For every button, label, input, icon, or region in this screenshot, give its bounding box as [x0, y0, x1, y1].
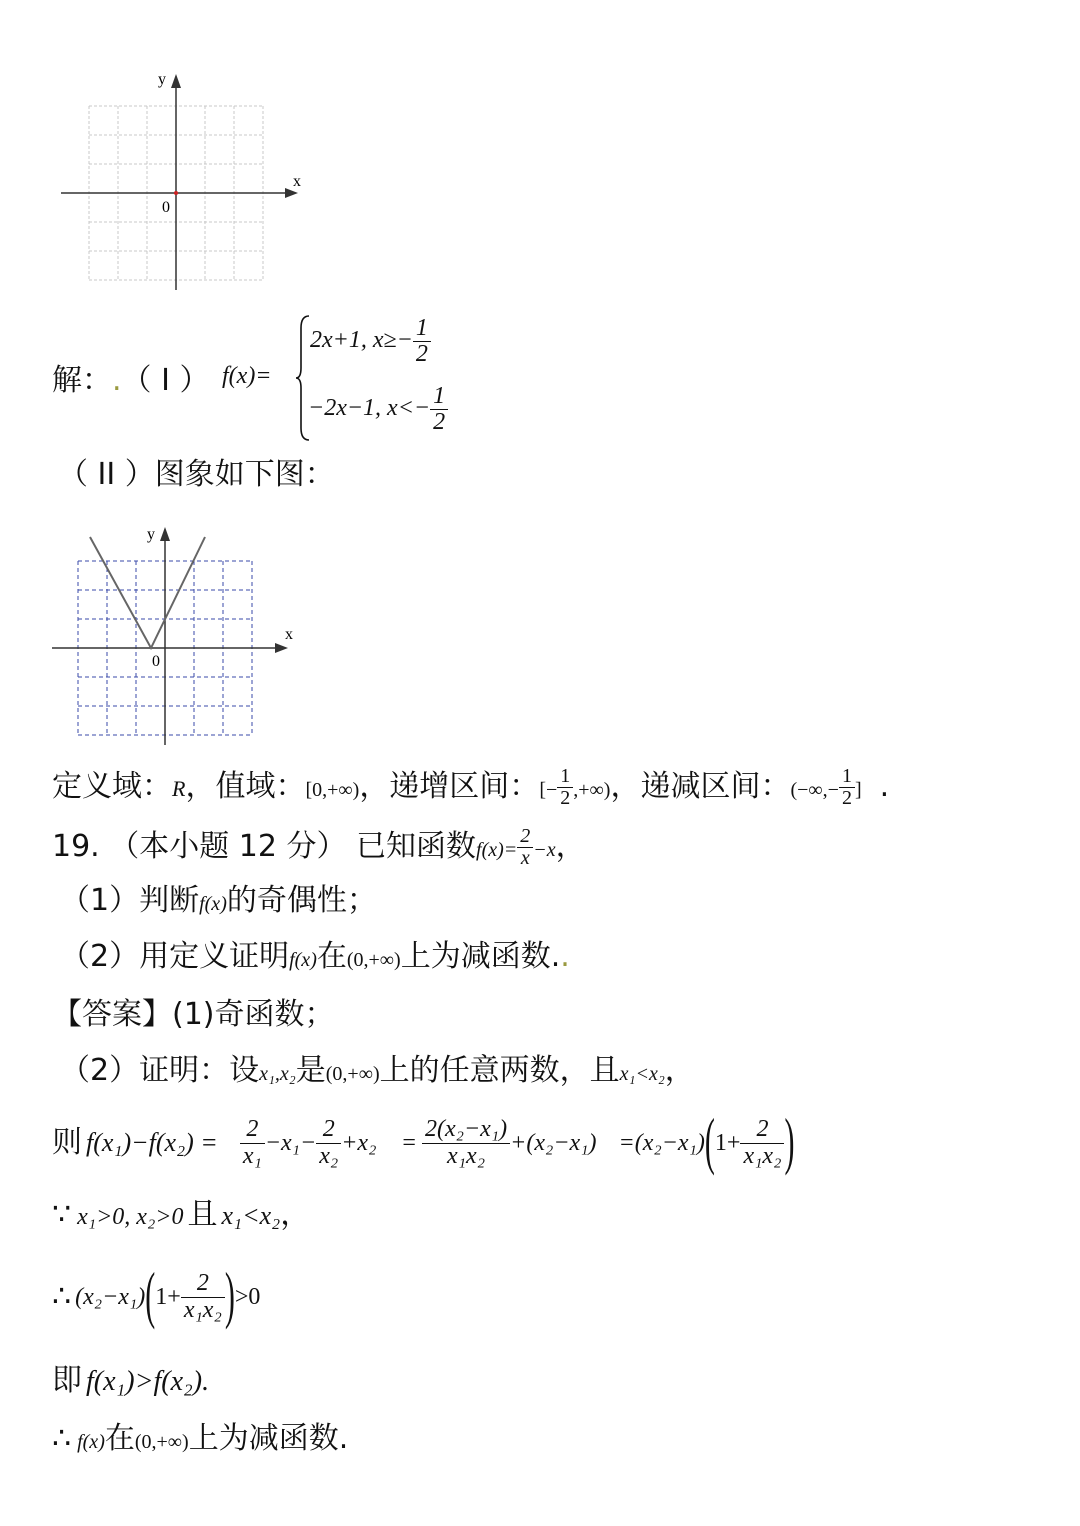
y-axis-label: y	[158, 71, 166, 88]
question-19-part-1: （1）判断f(x)的奇偶性；	[60, 883, 377, 918]
x-axis-label: x	[285, 626, 293, 643]
question-19-header: 19. （本小题 12 分） 已知函数f(x)= $\frac{2}{x}$ −x，	[52, 825, 586, 869]
piecewise-case-1: 2x+1, x≥− $\frac{1}{2}$	[310, 316, 431, 367]
domain-range-line: 定义域：R，值域：[0,+∞)，递增区间：[− $\frac{1}{2}$ ,+∞)，递减区间：(−∞,− $\frac{1}{2}$ ] .	[52, 765, 890, 809]
proof-positive-line: ∴ (x₂−x₁) ( 1+ $\frac{2}{\text{x₁x₂}}$ ) >0	[52, 1261, 261, 1331]
answer-header: 【答案】(1)奇函数；	[52, 997, 335, 1032]
proof-difference-line: 则 f(x₁)−f(x₂) = $\frac{2}{\text{x₁}}$ −x₁− $\frac{2}{\text{x₂}}$ +x₂ = $\frac{\text{2(x₂−x₁)}}{\text{x₁x₂}}$ +(x₂−x₁) =(x₂−x₁) ( 1+ $\frac{2}{\text{x₁x₂}}$ )	[52, 1107, 795, 1177]
proof-conclusion-line: ∴ f(x)在(0,+∞)上为减函数.	[52, 1421, 349, 1456]
piecewise-case-2: −2x−1, x<− $\frac{1}{2}$	[308, 384, 448, 435]
origin-label: 0	[162, 199, 170, 216]
blank-coordinate-grid	[55, 62, 315, 302]
proof-inequality-line: 即 f(x₁)>f(x₂).	[52, 1363, 210, 1398]
part-2-heading: （ II ）图象如下图：	[58, 457, 335, 492]
question-19-part-2: （2）用定义证明f(x)在(0,+∞)上为减函数..	[60, 939, 570, 974]
y-axis-label: y	[147, 526, 155, 543]
solution-label: 解：.（ I ）	[52, 363, 210, 398]
absolute-value-graph	[50, 515, 310, 747]
x-axis-label: x	[293, 173, 301, 190]
piecewise-lhs: f(x)=	[222, 363, 272, 389]
proof-condition-line: ∵ x₁>0, x₂>0 且 x₁<x₂，	[52, 1197, 311, 1232]
origin-label: 0	[152, 653, 160, 670]
proof-setup: （2）证明：设x₁,x₂是(0,+∞)上的任意两数，且x₁<x₂，	[60, 1053, 695, 1088]
